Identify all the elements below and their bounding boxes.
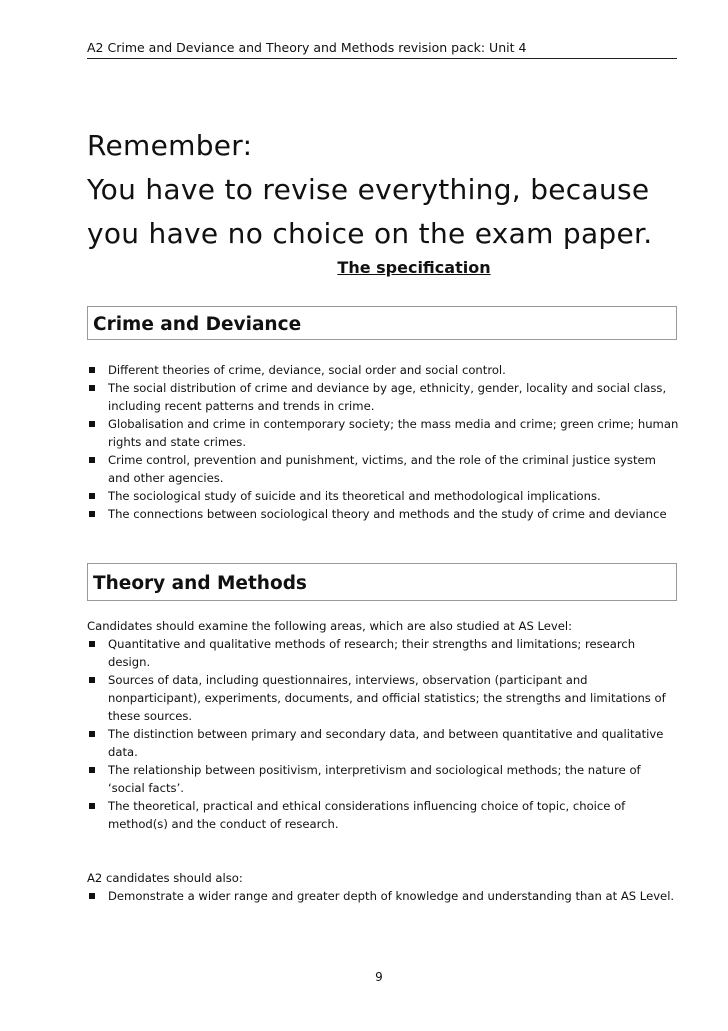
- list-item: The connections between sociological theory and methods and the study of crime and deviance: [87, 505, 679, 523]
- list-item: Quantitative and qualitative methods of research; their strengths and limitations; research design.: [87, 635, 679, 671]
- page-number-row: [0, 970, 728, 984]
- remember-line-2: You have to revise everything, because: [87, 173, 650, 206]
- bullet-icon: [89, 421, 95, 427]
- remember-line-3: you have no choice on the exam paper.: [87, 217, 653, 250]
- remember-notice: [87, 124, 707, 256]
- theory-methods-heading: Theory and Methods: [87, 563, 677, 601]
- bullet-icon: [89, 893, 95, 899]
- remember-line-1: Remember:: [87, 129, 253, 162]
- bullet-icon: [89, 493, 95, 499]
- bullet-icon: [89, 511, 95, 517]
- bullet-icon: [89, 767, 95, 773]
- list-item: The theoretical, practical and ethical considerations influencing choice of topic, choice of method(s) and the conduct of research.: [87, 797, 679, 833]
- list-item: Globalisation and crime in contemporary society; the mass media and crime; green crime; human rights and state crimes.: [87, 415, 679, 451]
- list-item: The sociological study of suicide and its theoretical and methodological implications.: [87, 487, 679, 505]
- list-item: The distinction between primary and secondary data, and between quantitative and qualitative data.: [87, 725, 679, 761]
- list-item: Sources of data, including questionnaires, interviews, observation (participant and nonparticipant), experiments, documents, and official statistics; the strengths and limitations of these sources.: [87, 671, 679, 725]
- list-item: Demonstrate a wider range and greater depth of knowledge and understanding than at AS Level.: [87, 887, 679, 905]
- bullet-icon: [89, 677, 95, 683]
- theory-methods-intro: Candidates should examine the following areas, which are also studied at AS Level:: [87, 619, 573, 633]
- list-item: The social distribution of crime and deviance by age, ethnicity, gender, locality and social class, including recent patterns and trends in crime.: [87, 379, 679, 415]
- bullet-icon: [89, 457, 95, 463]
- a2-list: [87, 887, 679, 905]
- theory-methods-list: [87, 635, 679, 833]
- bullet-icon: [89, 641, 95, 647]
- list-item: The relationship between positivism, interpretivism and sociological methods; the nature of ‘social facts’.: [87, 761, 679, 797]
- bullet-icon: [89, 385, 95, 391]
- page-header: A2 Crime and Deviance and Theory and Methods revision pack: Unit 4: [87, 40, 677, 59]
- list-item: Different theories of crime, deviance, social order and social control.: [87, 361, 679, 379]
- page-number: 9: [375, 970, 383, 984]
- crime-deviance-list: [87, 361, 679, 523]
- specification-title-row: [0, 258, 728, 277]
- specification-title: The specification: [337, 258, 491, 277]
- list-item: Crime control, prevention and punishment, victims, and the role of the criminal justice system and other agencies.: [87, 451, 679, 487]
- a2-intro: A2 candidates should also:: [87, 871, 243, 885]
- bullet-icon: [89, 803, 95, 809]
- bullet-icon: [89, 731, 95, 737]
- bullet-icon: [89, 367, 95, 373]
- crime-deviance-heading: Crime and Deviance: [87, 306, 677, 340]
